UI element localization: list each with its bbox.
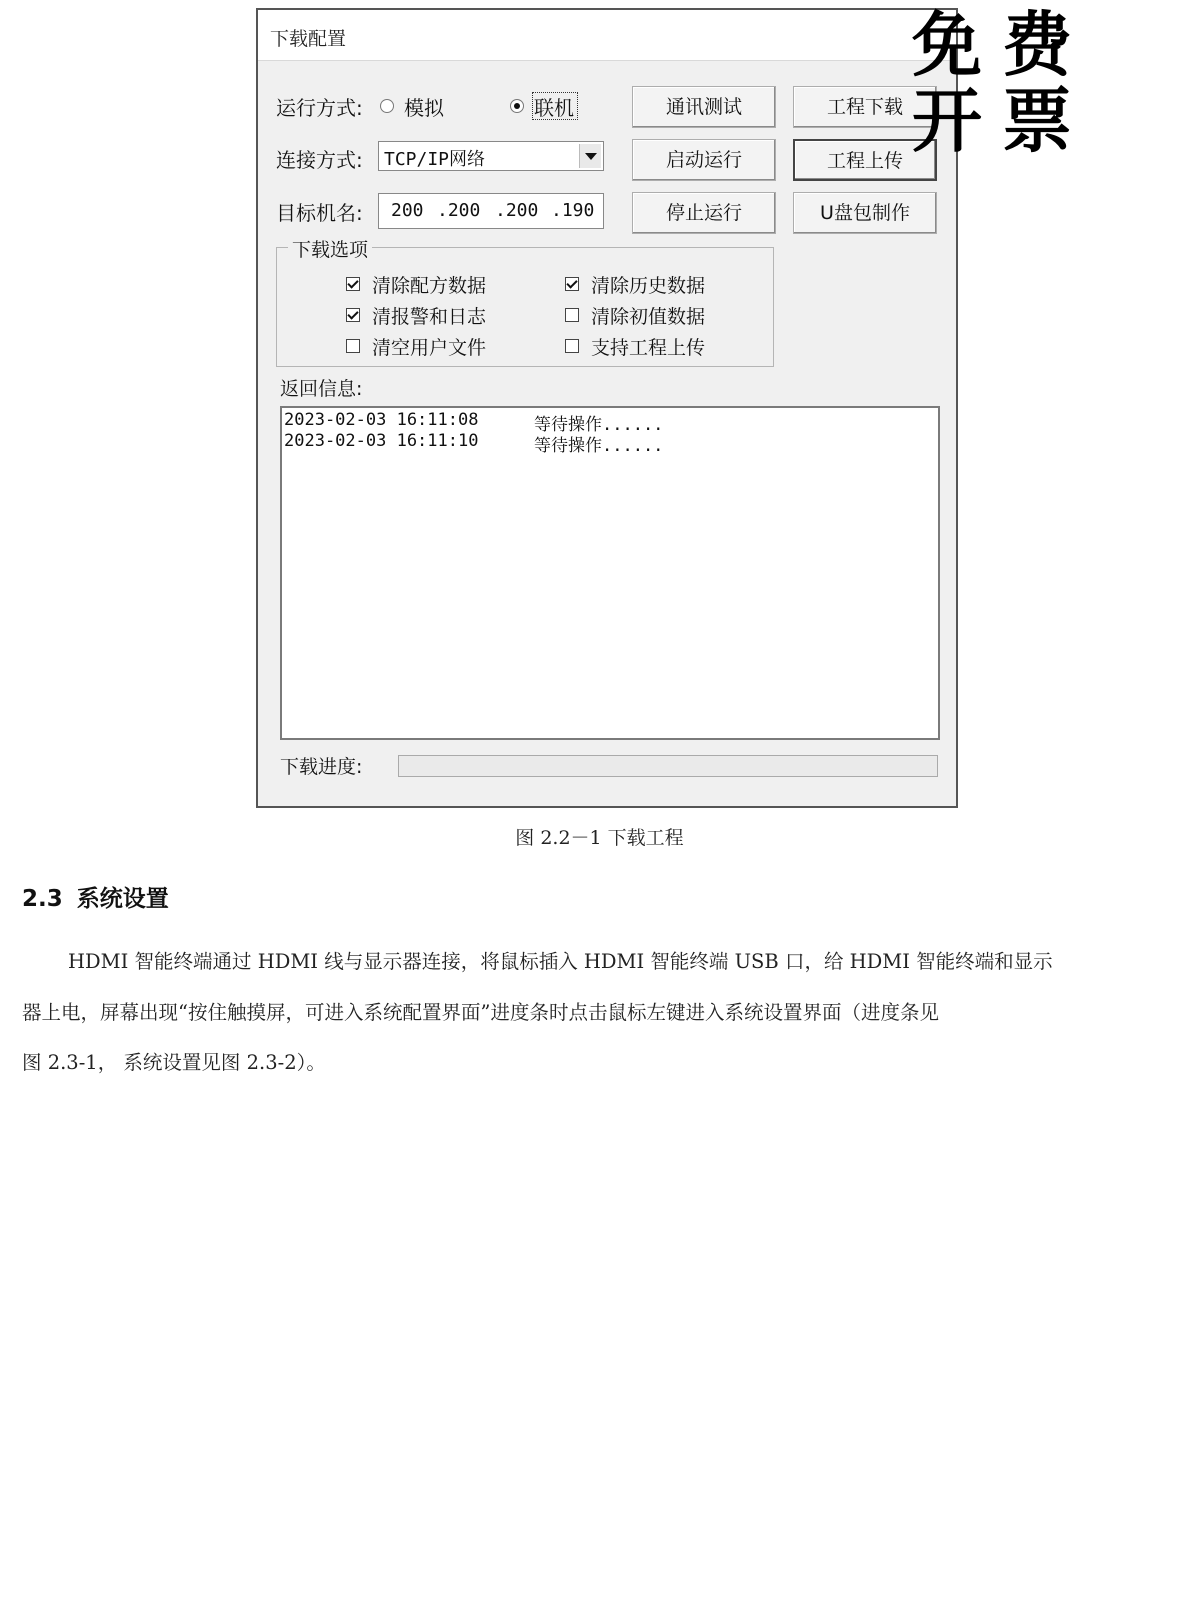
section-title: 系统设置: [76, 886, 169, 912]
paragraph-line: 器上电，屏幕出现“按住触摸屏，可进入系统配置界面”进度条时点击鼠标左键进入系统设置界面（进度条见: [22, 1001, 939, 1024]
log-time: 2023-02-03 16:11:08: [284, 410, 479, 430]
checkbox-support-upload-label[interactable]: 支持工程上传: [591, 337, 706, 359]
dialog-titlebar: [258, 10, 956, 61]
paragraph-line: HDMI 智能终端通过 HDMI 线与显示器连接，将鼠标插入 HDMI 智能终端 USB 口，给 HDMI 智能终端和显示: [68, 950, 1053, 973]
connection-value: TCP/IP网络: [384, 149, 486, 170]
download-project-button[interactable]: 工程下载: [793, 86, 937, 128]
ip-octet-1[interactable]: 200: [391, 200, 424, 221]
checkbox-clear-initial[interactable]: [565, 308, 579, 322]
log-line: [284, 410, 664, 435]
stop-run-button[interactable]: 停止运行: [632, 192, 776, 234]
ip-octet-3[interactable]: .200: [495, 200, 539, 221]
checkbox-clear-initial-label[interactable]: 清除初值数据: [591, 306, 706, 328]
download-config-dialog: [256, 8, 958, 808]
watermark-stamp: [912, 4, 1082, 162]
download-options-title: 下载选项: [288, 235, 372, 262]
comm-test-button[interactable]: 通讯测试: [632, 86, 776, 128]
log-message: 等待操作......: [534, 415, 664, 435]
target-label: 目标机名:: [276, 201, 363, 225]
chevron-down-icon[interactable]: [579, 144, 601, 168]
radio-simulate-label[interactable]: 模拟: [404, 96, 444, 120]
ip-octet-4[interactable]: .190: [551, 200, 595, 221]
checkbox-clear-history-label[interactable]: 清除历史数据: [591, 275, 706, 297]
target-ip-field[interactable]: [378, 193, 604, 229]
checkbox-clear-recipe[interactable]: [346, 277, 360, 291]
run-mode-label: 运行方式:: [276, 96, 363, 120]
checkbox-clear-user-files-label[interactable]: 清空用户文件: [372, 337, 487, 359]
progress-label: 下载进度:: [280, 756, 363, 778]
paragraph-line: 图 2.3-1， 系统设置见图 2.3-2）。: [22, 1051, 326, 1074]
download-progress-bar: [398, 755, 938, 777]
checkbox-clear-alarm-log[interactable]: [346, 308, 360, 322]
section-heading: [22, 880, 169, 913]
dialog-title: 下载配置: [270, 28, 347, 50]
log-line: [284, 431, 664, 456]
ip-octet-2[interactable]: .200: [437, 200, 481, 221]
log-textbox[interactable]: [280, 406, 940, 740]
watermark-char: 免: [912, 4, 982, 86]
section-number: 2.3: [22, 886, 63, 912]
log-time: 2023-02-03 16:11:10: [284, 431, 479, 451]
checkbox-clear-alarm-log-label[interactable]: 清报警和日志: [372, 306, 487, 328]
figure-caption: 图 2.2－1 下载工程: [515, 827, 684, 849]
connection-select[interactable]: [378, 141, 604, 171]
radio-online-label[interactable]: 联机: [534, 96, 574, 120]
checkbox-support-upload[interactable]: [565, 339, 579, 353]
checkbox-clear-history[interactable]: [565, 277, 579, 291]
usb-package-button[interactable]: U盘包制作: [793, 192, 937, 234]
watermark-char: 票: [1002, 80, 1072, 162]
connection-label: 连接方式:: [276, 148, 363, 172]
upload-project-button[interactable]: 工程上传: [793, 139, 937, 181]
radio-online[interactable]: [510, 99, 524, 113]
watermark-char: 费: [1002, 4, 1072, 86]
checkbox-clear-recipe-label[interactable]: 清除配方数据: [372, 275, 487, 297]
start-run-button[interactable]: 启动运行: [632, 139, 776, 181]
log-label: 返回信息:: [280, 378, 363, 400]
watermark-char: 开: [912, 80, 982, 162]
checkbox-clear-user-files[interactable]: [346, 339, 360, 353]
radio-simulate[interactable]: [380, 99, 394, 113]
log-message: 等待操作......: [534, 436, 664, 456]
